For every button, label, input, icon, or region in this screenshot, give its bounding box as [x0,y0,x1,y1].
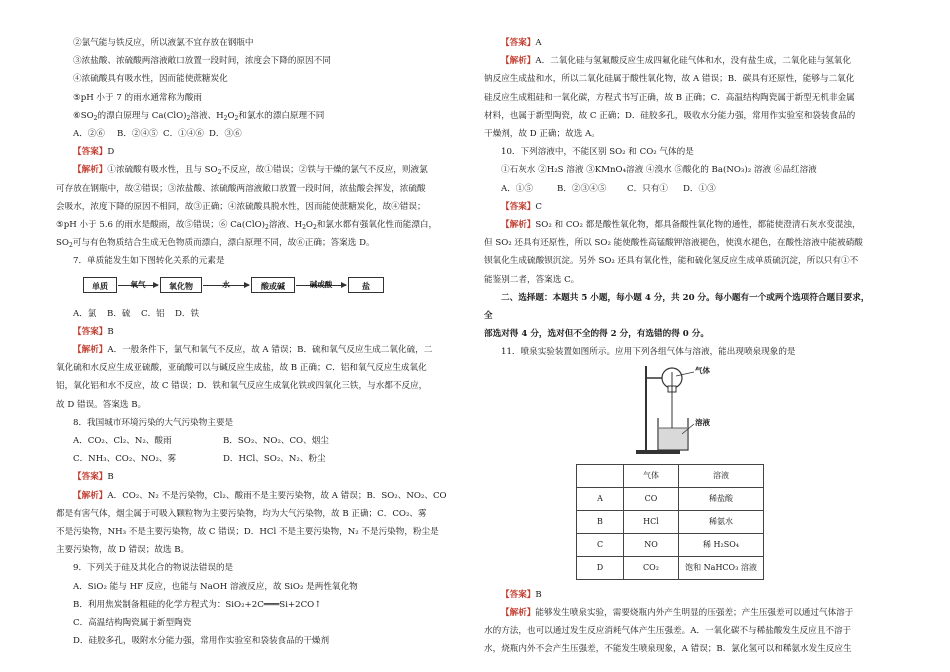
q8-options-row-2 [56,450,448,468]
q11-title: 11．喷泉实验装置如图所示。应用下列各组气体与溶液，能出现喷泉现象的是 [501,347,796,358]
q10-answer: 【答案】C [501,201,542,212]
q9-option-d: D．硅胶多孔，吸附水分能力强，常用作实验室和袋装食品的干燥剂 [73,636,330,647]
q7-option-d: D．铁 [175,308,200,319]
apparatus-label-solution: 溶液 [695,417,710,427]
q10-option-c: C．只有① [627,183,668,194]
section-2-heading: 二、选择题：本题共 5 小题，每小题 4 分，共 20 分。每小题有一个或两个选项符合题目要求，全 [484,292,870,322]
table-row [577,510,764,533]
q11-explanation-3: 水，烧瓶内外不会产生压强差，不能发生喷泉现象，A 错误；B．氯化氢可以和稀氨水发生反应生 [484,644,852,655]
q7-title: 7．单质能发生如下图转化关系的元素是 [73,256,225,267]
q10-option-a: A．①⑤ [501,183,533,194]
q10-option-d: D．①③ [683,183,716,194]
q6-explanation: 【解析】①浓硫酸有吸水性，且与 $SO_2$不反应，故①错误；②铁与干燥的氯气不反应，则液氯 [73,165,428,177]
q9-explanation-5: 干燥剂，故 D 正确；故选 A。 [484,129,600,140]
statement-5: ⑤pH 小于 7 的雨水通常称为酸雨 [73,92,202,103]
q6-option-d: D．③⑥ [209,129,242,140]
statement-3: ③浓盐酸、浓硫酸两溶液敞口放置一段时间，浓度会下降的原因不同 [73,56,331,67]
q7-explanation: 【解析】A．一般条件下，氯气和氧气不反应，故 A 错误；B．硫和氧气反应生成二氧化硫，二 [73,345,433,356]
flow-arrow-1 [118,279,158,289]
section-2-heading-2: 部选对得 4 分，选对但不全的得 2 分，有选错的得 0 分。 [484,329,709,340]
table-header-row [577,464,764,487]
statement-4: ④浓硫酸具有吸水性，因而能使蔗糖炭化 [73,74,228,85]
q8-explanation: 【解析】A．CO₂、N₂ 不是污染物，Cl₂、酸雨不是主要污染物，故 A 错误；B．SO₂、NO₂、CO [73,490,447,501]
flow-label-water: 水 [222,279,230,289]
table-cell: C [577,533,624,556]
table-cell: B [577,510,624,533]
fountain-apparatus-diagram [632,364,752,456]
q7-flow-chart [73,273,448,301]
q9-option-c: C．高温结构陶瓷属于新型陶瓷 [73,618,192,629]
q6-option-b: B．②④⑤ [117,129,158,140]
q9-explanation: 【解析】A．二氧化硅与氢氟酸反应生成四氟化硅气体和水，没有盐生成，二氧化硅与氢氧化 [501,56,851,67]
q11-explanation: 【解析】能够发生喷泉实验，需要烧瓶内外产生明显的压强差；产生压强差可以通过气体溶于 [501,607,854,618]
table-cell: 稀 H₂SO₄ [679,533,764,556]
q10-explanation-3: 钡氧化生成硫酸钡沉淀。另外 SO₂ 还具有氧化性，能和硫化氢反应生成单质硫沉淀，所以只有①不 [484,256,859,267]
q6-options [56,125,448,143]
q7-explanation-4: 故 D 错误。答案选 B。 [56,399,147,410]
q8-option-a: A．CO₂、Cl₂、N₂、酸雨 [73,436,172,447]
q8-explanation-2: 都是有害气体，烟尘属于可吸入颗粒物为主要污染物，均为大气污染物，故 B 正确；C．CO₂、雾 [56,508,427,519]
table-cell: HCl [624,510,679,533]
table-cell: CO [624,487,679,510]
q9-option-a: A．SiO₂ 能与 HF 反应，也能与 NaOH 溶液反应，故 SiO₂ 是两性氧化物 [73,581,358,592]
q7-options [56,305,448,323]
table-cell: D [577,556,624,579]
q8-explanation-3: 不是污染物，NH₃ 不是主要污染物，故 C 错误；D．HCl 不是主要污染物，N₂ 不是污染物，粉尘是 [56,527,439,538]
table-row [577,533,764,556]
flow-label-base-acid: 碱或酸 [309,279,333,289]
q7-answer: 【答案】B [73,326,114,337]
table-row [577,487,764,510]
flow-box-element: 单质 [83,277,117,293]
q6-explanation-3: 会吸水，浓度下降的原因不相同，故③正确；④浓硫酸具脱水性，因而能使蔗糖炭化，故④错误； [56,201,426,212]
flow-box-salt: 盐 [348,277,384,293]
flow-box-acid-base: 酸或碱 [251,277,295,293]
q10-option-b: B．②③④⑤ [557,183,607,194]
q9-option-b: B．利用焦炭制备粗硅的化学方程式为：SiO₂+2C═══Si+2CO↑ [73,599,322,610]
table-cell: 稀盐酸 [679,487,764,510]
table-header-cell: 气体 [624,464,679,487]
q8-explanation-4: 主要污染物，故 D 错误；故选 B。 [56,545,190,556]
q7-option-b: B．硫 [107,308,131,319]
table-row [577,556,764,579]
q9-explanation-4: 材料，也属于新型陶瓷，故 C 正确；D．硅胶多孔，吸收水分能力强，常用作实验室和袋装食品的 [484,110,856,121]
table-header-cell: 溶液 [679,464,764,487]
q11-explanation-2: 水的方法，也可以通过发生反应消耗气体产生压强差。A．一氧化碳不与稀盐酸发生反应且不溶于 [484,626,852,637]
q6-explanation-4: ⑤pH 小于 5.6 的雨水是酸雨，故⑤错误；⑥ $Ca(ClO)_2$溶液、$H_2O_2$和氯水都有强氧化性而能漂白， [56,220,438,232]
q10-list: ①石灰水 ②H₂S 溶液 ③KMnO₄溶液 ④溴水 ⑤酸化的 Ba(NO₃)₂ 溶液 ⑥品红溶液 [501,165,817,176]
q11-table [576,464,764,580]
q6-option-a: A．②⑥ [73,129,105,140]
q8-title: 8．我国城市环境污染的大气污染物主要是 [73,417,234,428]
table-cell: 饱和 NaHCO₃ 溶液 [679,556,764,579]
q6-answer: 【答案】D [73,147,115,158]
q6-explanation-5: $SO_2$可与有色物质结合生成无色物质而漂白，漂白原理不同，故⑥正确；答案选 D。 [56,238,375,250]
q8-option-c: C．NH₃、CO₂、NO₂、雾 [73,454,177,465]
table-cell: CO₂ [624,556,679,579]
q6-option-c: C．①④⑥ [163,129,204,140]
statement-2: ②氯气能与铁反应，所以液氯不宜存放在钢瓶中 [73,38,254,48]
q10-options [484,180,876,198]
q8-option-b: B．SO₂、NO₂、CO、烟尘 [223,436,329,447]
q10-explanation-4: 能鉴别二者，答案选 C。 [484,274,580,285]
q8-answer: 【答案】B [73,472,114,483]
flow-label-oxygen: 氧气 [130,279,146,289]
fountain-apparatus-drawing [632,364,752,456]
q7-option-c: C．铝 [141,308,165,319]
q7-explanation-2: 氧化硫和水反应生成亚硫酸，亚硫酸可以与碱反应生成盐，故 B 正确；C．铝和氧气反应生成氧化 [56,363,427,374]
flow-arrow-2 [203,279,249,289]
q7-option-a: A．氯 [73,308,97,319]
flow-box-oxide: 氧化物 [160,277,202,293]
apparatus-label-gas: 气体 [695,365,710,375]
q6-explanation-2: 可存放在钢瓶中，故②错误；③浓盐酸、浓硫酸两溶液敞口放置一段时间，浓盐酸会挥发，浓硫酸 [56,183,426,194]
q7-explanation-3: 铝，氧化铝和水不反应，故 C 错误；D．铁和氧气反应生成氧化铁或四氧化三铁，与水都不反应， [56,381,428,392]
flow-arrow-3 [296,279,346,289]
table-cell: 稀氨水 [679,510,764,533]
table-cell: A [577,487,624,510]
q10-explanation-2: 但 SO₂ 还具有还原性，所以 SO₂ 能使酸性高锰酸钾溶液褪色，使溴水褪色，在酸性溶液中能被硝酸 [484,238,863,249]
right-column [484,34,876,658]
table-cell: NO [624,533,679,556]
q9-answer: 【答案】A [501,38,542,48]
q11-answer: 【答案】B [501,589,542,600]
q9-title: 9．下列关于硅及其化合的物说法错误的是 [73,563,234,574]
q8-options-row-1 [56,432,448,450]
q8-option-d: D．HCl、SO₂、N₂、粉尘 [223,454,326,465]
left-column [56,34,448,651]
q10-title: 10．下列溶液中，不能区别 SO₂ 和 CO₂ 气体的是 [501,147,694,158]
statement-6: $⑥SO_2$的漂白原理与 $Ca(ClO)_2$溶液、$H_2O_2$和氯水的漂白原理不同 [73,110,325,122]
q10-explanation: 【解析】SO₂ 和 CO₂ 都是酸性氧化物，都具备酸性氧化物的通性，都能使澄清石灰水变混浊， [501,220,861,231]
q9-explanation-2: 钠反应生成盐和水，所以二氧化硅属于酸性氧化物，故 A 错误；B．碳具有还原性，能够与二氧化 [484,74,855,85]
q9-explanation-3: 硅反应生成粗硅和一氧化碳，方程式书写正确，故 B 正确；C．高温结构陶瓷属于新型无机非金属 [484,92,855,103]
table-header-cell [577,464,624,487]
